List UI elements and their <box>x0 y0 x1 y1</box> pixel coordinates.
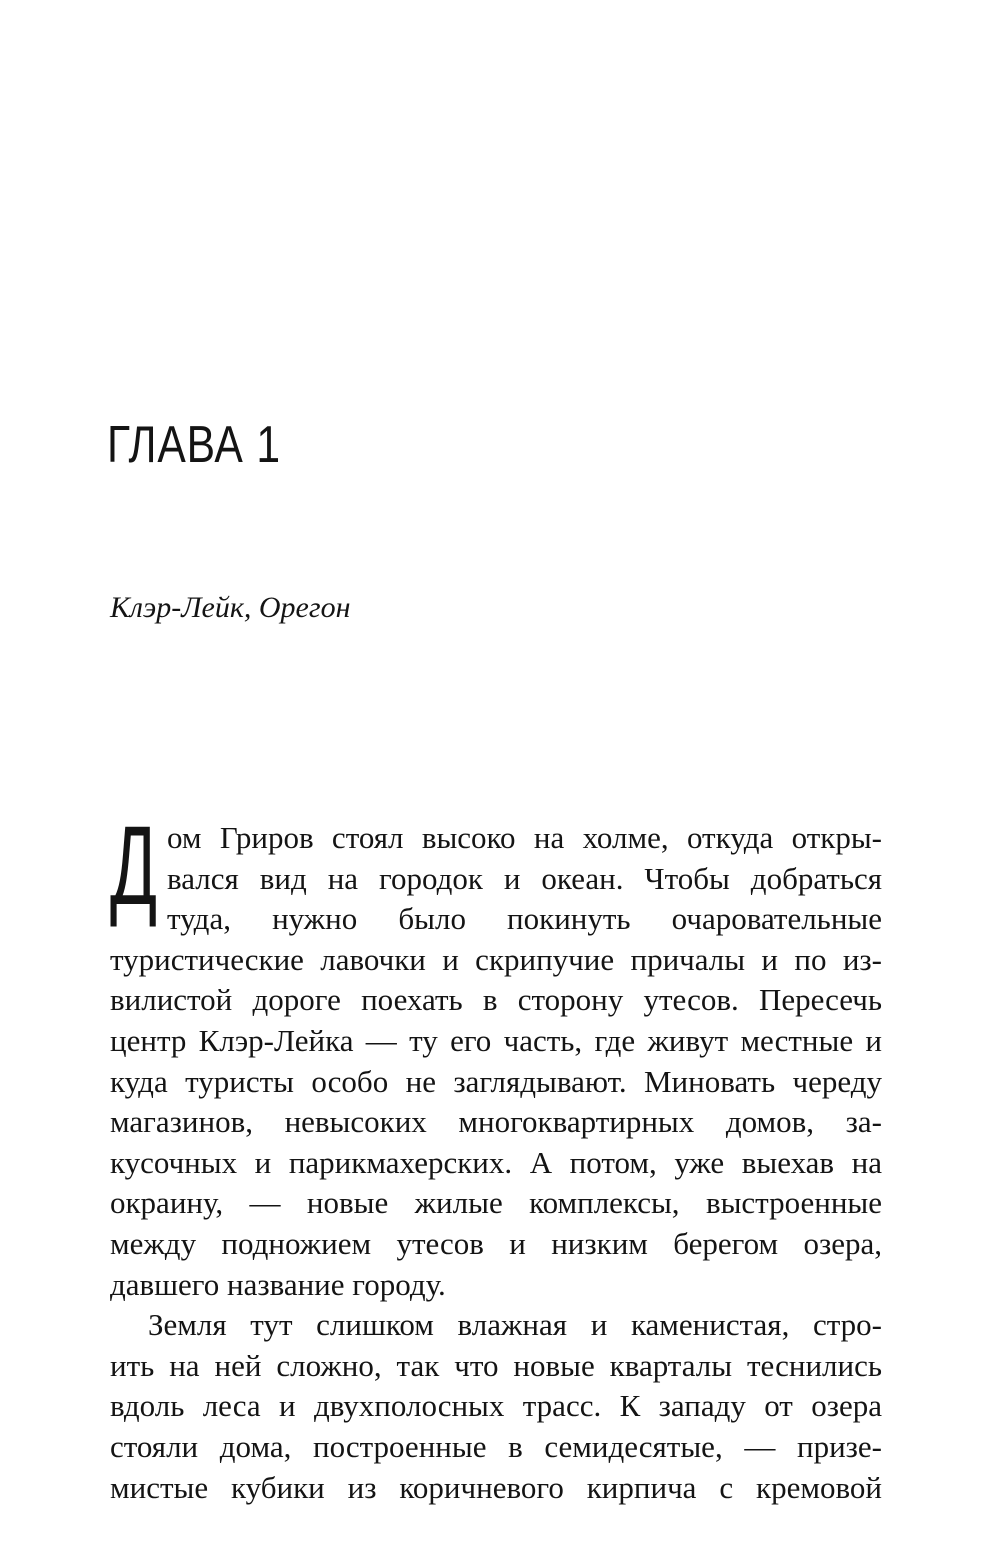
text-line: кусочных и парикмахерских. А потом, уже выехав на <box>110 1144 882 1180</box>
text-line: Земля тут слишком влажная и каменистая, стро- <box>148 1307 882 1343</box>
text-line: вилистой дороге поехать в сторону утесов. Пересечь <box>110 982 882 1018</box>
chapter-body-text <box>110 818 882 1508</box>
text-line: туристические лавочки и скрипучие причалы и по из- <box>110 941 882 977</box>
text-line: стояли дома, построенные в семидесятые, — призе- <box>110 1428 882 1464</box>
text-line: ить на ней сложно, так что новые кварталы теснились <box>110 1347 882 1383</box>
text-line: давшего название городу. <box>110 1266 446 1302</box>
text-line: куда туристы особо не заглядывают. Миновать череду <box>110 1063 882 1099</box>
text-line: вался вид на городок и океан. Чтобы добраться <box>167 860 882 896</box>
text-line: мистые кубики из коричневого кирпича с кремовой <box>110 1469 882 1505</box>
text-line: окраину, — новые жилые комплексы, выстроенные <box>110 1185 882 1221</box>
text-line: центр Клэр-Лейка — ту его часть, где живут местные и <box>110 1022 882 1058</box>
text-line: ом Гриров стоял высоко на холме, откуда откры- <box>167 820 882 855</box>
text-line: туда, нужно было покинуть очаровательные <box>167 901 882 937</box>
drop-cap: Д <box>110 803 158 928</box>
text-line: магазинов, невысоких многоквартирных домов, за- <box>110 1104 882 1140</box>
chapter-location: Клэр-Лейк, Орегон <box>110 591 351 624</box>
text-line: между подножием утесов и низким берегом озера, <box>110 1225 882 1261</box>
chapter-heading: ГЛАВА 1 <box>107 416 281 474</box>
text-line: вдоль леса и двухполосных трасс. К западу от озера <box>110 1388 882 1424</box>
